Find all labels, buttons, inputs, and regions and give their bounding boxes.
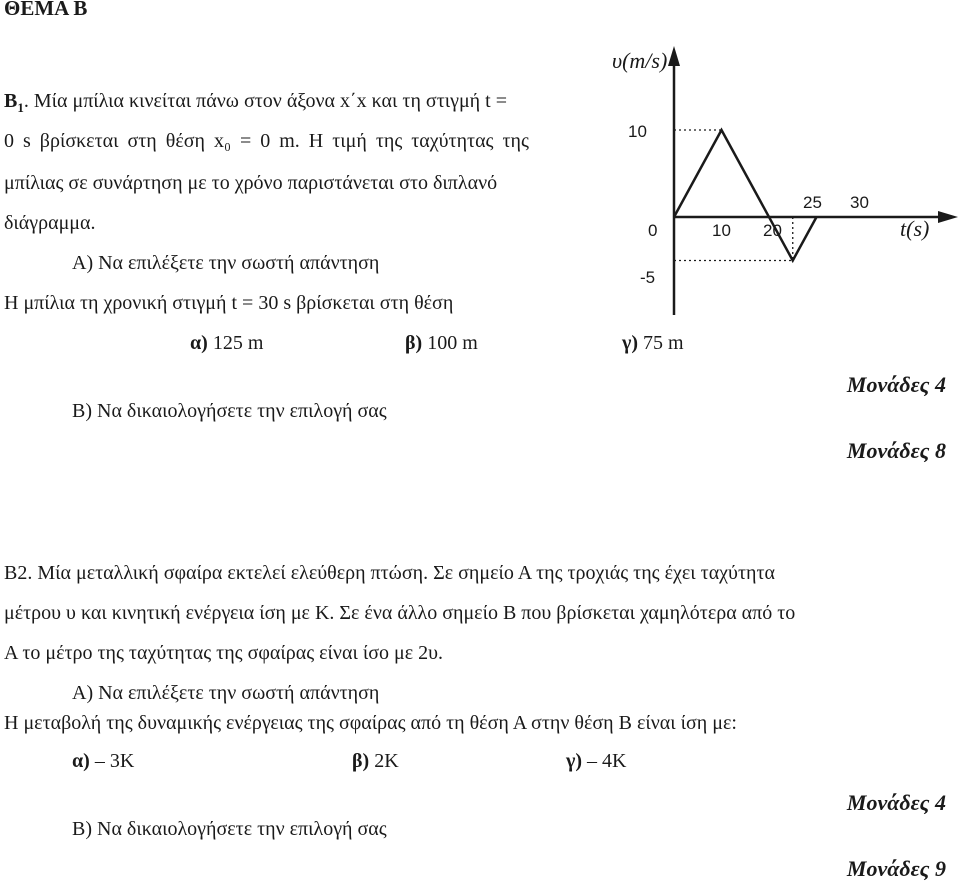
b1-option-c bbox=[622, 332, 684, 355]
y-tick-10: 10 bbox=[628, 122, 647, 141]
b1-option-a-label: α) bbox=[190, 332, 208, 354]
b1-partB: Β) Να δικαιολογήσετε την επιλογή σας bbox=[72, 400, 387, 422]
b1-line1: $B_1$. Μία μπίλια κινείται πάνω στον άξονα x΄x και τη στιγμή t = bbox=[4, 90, 507, 115]
b1-option-b-text: 100 m bbox=[427, 332, 478, 354]
y-tick-0: 0 bbox=[648, 221, 658, 240]
b1-label: Β bbox=[4, 90, 18, 112]
b2-option-a bbox=[72, 750, 134, 773]
b1-marks-a: Μονάδες 4 bbox=[846, 372, 946, 397]
b1-option-c-text: 75 m bbox=[643, 332, 684, 354]
b2-option-a-text: – 3Κ bbox=[94, 750, 135, 772]
b2-partA-title: Α) Να επιλέξετε την σωστή απάντηση bbox=[72, 682, 380, 704]
x-tick-10: 10 bbox=[712, 221, 731, 240]
x-axis-label: t(s) bbox=[900, 216, 930, 241]
b2-option-c bbox=[566, 750, 626, 773]
b1-option-b bbox=[405, 332, 478, 355]
page-heading: ΘΕΜΑ Β bbox=[4, 0, 88, 20]
b2-question: Η μεταβολή της δυναμικής ενέργειας της σφαίρας από τη θέση Α στην θέση Β είναι ίση με: bbox=[4, 712, 737, 734]
x-tick-20: 20 bbox=[763, 221, 782, 240]
b1-partA-title: Α) Να επιλέξετε την σωστή απάντηση bbox=[72, 252, 380, 274]
velocity-time-chart bbox=[600, 30, 960, 320]
b2-line1: Β2. Μία μεταλλική σφαίρα εκτελεί ελεύθερη πτώση. Σε σημείο Α της τροχιάς της έχει ταχύτητα bbox=[4, 562, 775, 584]
b2-line2: μέτρου υ και κινητική ενέργεια ίση με Κ. Σε ένα άλλο σημείο Β που βρίσκεται χαμηλότερα από το bbox=[4, 602, 796, 624]
b1-line4: διάγραμμα. bbox=[4, 212, 96, 234]
y-axis-arrow-icon bbox=[668, 46, 680, 66]
b2-option-b bbox=[352, 750, 399, 773]
x-axis-arrow-icon bbox=[938, 211, 958, 223]
x-tick-30: 30 bbox=[850, 193, 869, 212]
b1-option-a-text: 125 m bbox=[212, 332, 264, 354]
b1-option-c-label: γ) bbox=[622, 332, 639, 354]
b1-text-1: Μία μπίλια κινείται πάνω στον άξονα x΄x και τη στιγμή t = bbox=[33, 90, 507, 112]
b2-partB: Β) Να δικαιολογήσετε την επιλογή σας bbox=[72, 818, 387, 840]
y-tick-neg5: -5 bbox=[640, 268, 656, 287]
b1-marks-b: Μονάδες 8 bbox=[846, 438, 946, 463]
b1-line3: μπίλιας σε συνάρτηση με το χρόνο παριστάνεται στο διπλανό bbox=[4, 172, 498, 194]
b2-line3: Α το μέτρο της ταχύτητας της σφαίρας είναι ίσο με 2υ. bbox=[4, 642, 444, 664]
b2-option-a-label: α) bbox=[72, 750, 90, 772]
velocity-series-line bbox=[674, 130, 817, 261]
b2-option-c-label: γ) bbox=[566, 750, 583, 772]
b2-option-c-text: – 4Κ bbox=[587, 750, 627, 772]
b1-option-b-label: β) bbox=[405, 332, 423, 354]
b1-option-a bbox=[190, 332, 263, 355]
b2-option-b-text: 2Κ bbox=[374, 750, 399, 772]
x-tick-25: 25 bbox=[803, 193, 822, 212]
b1-question: Η μπίλια τη χρονική στιγμή t = 30 s βρίσκεται στη θέση bbox=[4, 292, 454, 314]
b2-marks-a: Μονάδες 4 bbox=[846, 790, 946, 815]
y-axis-label: υ(m/s) bbox=[612, 48, 668, 73]
b1-line2: 0 s βρίσκεται στη θέση x₀ = 0 m. Η τιμή της ταχύτητας της bbox=[4, 130, 529, 152]
b2-option-b-label: β) bbox=[352, 750, 370, 772]
b2-marks-b: Μονάδες 9 bbox=[846, 856, 946, 881]
b1-label-sub: 1 bbox=[17, 100, 24, 115]
